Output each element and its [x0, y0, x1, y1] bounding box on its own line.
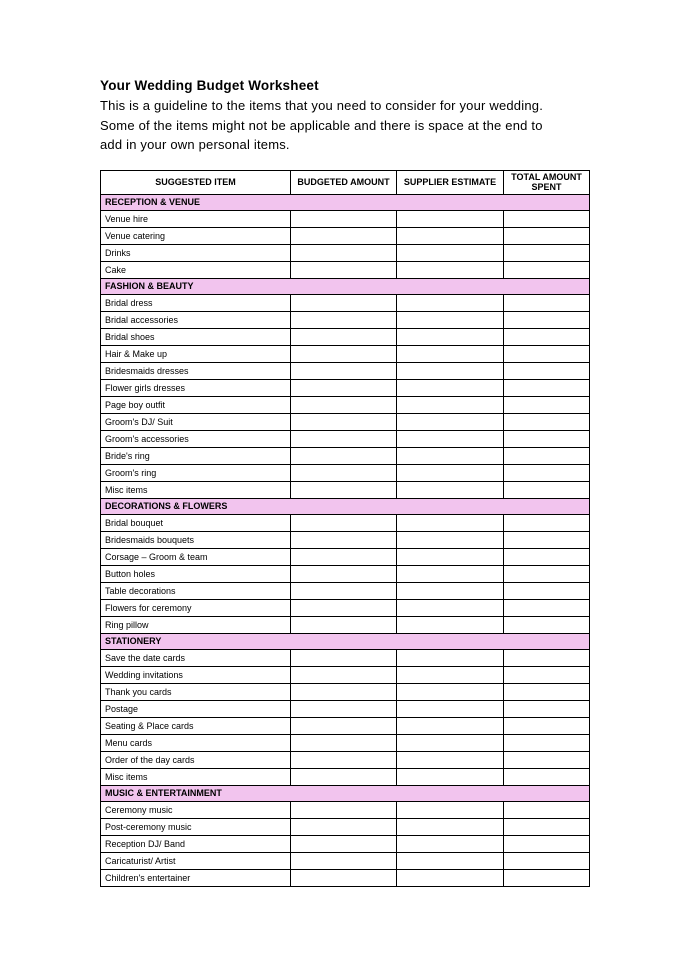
- item-label: Corsage – Groom & team: [101, 548, 291, 565]
- item-label: Venue hire: [101, 210, 291, 227]
- total-spent-cell: [504, 481, 590, 498]
- table-row: [101, 734, 590, 751]
- table-row: [101, 768, 590, 785]
- budgeted-amount-cell: [291, 481, 397, 498]
- supplier-estimate-cell: [397, 531, 504, 548]
- item-label: Thank you cards: [101, 683, 291, 700]
- supplier-estimate-cell: [397, 294, 504, 311]
- total-spent-cell: [504, 464, 590, 481]
- supplier-estimate-cell: [397, 481, 504, 498]
- item-label: Caricaturist/ Artist: [101, 852, 291, 869]
- supplier-estimate-cell: [397, 734, 504, 751]
- item-label: Groom's accessories: [101, 430, 291, 447]
- supplier-estimate-cell: [397, 768, 504, 785]
- item-label: Groom's DJ/ Suit: [101, 413, 291, 430]
- column-header-suggested-item: SUGGESTED ITEM: [101, 170, 291, 194]
- table-row: [101, 345, 590, 362]
- table-row: [101, 616, 590, 633]
- supplier-estimate-cell: [397, 362, 504, 379]
- intro-text: [100, 96, 589, 155]
- total-spent-cell: [504, 261, 590, 278]
- total-spent-cell: [504, 227, 590, 244]
- total-spent-cell: [504, 396, 590, 413]
- table-row: [101, 261, 590, 278]
- supplier-estimate-cell: [397, 565, 504, 582]
- document-page: [100, 78, 589, 887]
- section-header: DECORATIONS & FLOWERS: [101, 498, 590, 514]
- total-spent-cell: [504, 379, 590, 396]
- table-row: [101, 666, 590, 683]
- budgeted-amount-cell: [291, 328, 397, 345]
- supplier-estimate-cell: [397, 869, 504, 886]
- table-row: [101, 481, 590, 498]
- total-spent-cell: [504, 768, 590, 785]
- budgeted-amount-cell: [291, 683, 397, 700]
- total-spent-cell: [504, 548, 590, 565]
- supplier-estimate-cell: [397, 328, 504, 345]
- table-row: [101, 379, 590, 396]
- section-header-row: [101, 498, 590, 514]
- item-label: Bridal shoes: [101, 328, 291, 345]
- budgeted-amount-cell: [291, 227, 397, 244]
- budgeted-amount-cell: [291, 599, 397, 616]
- budgeted-amount-cell: [291, 396, 397, 413]
- supplier-estimate-cell: [397, 379, 504, 396]
- section-header-row: [101, 633, 590, 649]
- total-spent-cell: [504, 835, 590, 852]
- supplier-estimate-cell: [397, 311, 504, 328]
- budgeted-amount-cell: [291, 565, 397, 582]
- table-header-row: [101, 170, 590, 194]
- item-label: Order of the day cards: [101, 751, 291, 768]
- total-spent-cell: [504, 328, 590, 345]
- total-spent-cell: [504, 244, 590, 261]
- total-spent-cell: [504, 430, 590, 447]
- supplier-estimate-cell: [397, 835, 504, 852]
- budgeted-amount-cell: [291, 531, 397, 548]
- total-spent-cell: [504, 801, 590, 818]
- budgeted-amount-cell: [291, 717, 397, 734]
- total-spent-cell: [504, 852, 590, 869]
- section-header-row: [101, 194, 590, 210]
- table-row: [101, 210, 590, 227]
- table-row: [101, 430, 590, 447]
- budgeted-amount-cell: [291, 413, 397, 430]
- item-label: Misc items: [101, 768, 291, 785]
- total-spent-cell: [504, 311, 590, 328]
- table-row: [101, 328, 590, 345]
- item-label: Ring pillow: [101, 616, 291, 633]
- section-header: FASHION & BEAUTY: [101, 278, 590, 294]
- supplier-estimate-cell: [397, 599, 504, 616]
- item-label: Wedding invitations: [101, 666, 291, 683]
- table-row: [101, 244, 590, 261]
- table-row: [101, 599, 590, 616]
- budgeted-amount-cell: [291, 447, 397, 464]
- supplier-estimate-cell: [397, 751, 504, 768]
- total-spent-cell: [504, 700, 590, 717]
- section-header: RECEPTION & VENUE: [101, 194, 590, 210]
- column-header-budgeted-amount: BUDGETED AMOUNT: [291, 170, 397, 194]
- budgeted-amount-cell: [291, 852, 397, 869]
- table-row: [101, 869, 590, 886]
- budgeted-amount-cell: [291, 464, 397, 481]
- total-spent-cell: [504, 531, 590, 548]
- item-label: Bridal dress: [101, 294, 291, 311]
- supplier-estimate-cell: [397, 649, 504, 666]
- total-spent-cell: [504, 734, 590, 751]
- table-row: [101, 717, 590, 734]
- total-spent-cell: [504, 666, 590, 683]
- supplier-estimate-cell: [397, 210, 504, 227]
- budgeted-amount-cell: [291, 869, 397, 886]
- table-row: [101, 801, 590, 818]
- table-row: [101, 311, 590, 328]
- intro-line: Some of the items might not be applicable and there is space at the end to: [100, 117, 543, 133]
- item-label: Button holes: [101, 565, 291, 582]
- budget-table: [100, 170, 590, 887]
- item-label: Bridesmaids dresses: [101, 362, 291, 379]
- item-label: Bridal accessories: [101, 311, 291, 328]
- supplier-estimate-cell: [397, 683, 504, 700]
- total-spent-cell: [504, 582, 590, 599]
- table-row: [101, 362, 590, 379]
- item-label: Cake: [101, 261, 291, 278]
- supplier-estimate-cell: [397, 818, 504, 835]
- supplier-estimate-cell: [397, 430, 504, 447]
- supplier-estimate-cell: [397, 227, 504, 244]
- budgeted-amount-cell: [291, 818, 397, 835]
- supplier-estimate-cell: [397, 261, 504, 278]
- page-title: Your Wedding Budget Worksheet: [100, 78, 319, 93]
- table-row: [101, 751, 590, 768]
- section-header-row: [101, 278, 590, 294]
- item-label: Table decorations: [101, 582, 291, 599]
- table-row: [101, 700, 590, 717]
- supplier-estimate-cell: [397, 801, 504, 818]
- budgeted-amount-cell: [291, 700, 397, 717]
- table-row: [101, 294, 590, 311]
- item-label: Post-ceremony music: [101, 818, 291, 835]
- section-header: MUSIC & ENTERTAINMENT: [101, 785, 590, 801]
- supplier-estimate-cell: [397, 396, 504, 413]
- item-label: Bride's ring: [101, 447, 291, 464]
- budgeted-amount-cell: [291, 734, 397, 751]
- item-label: Seating & Place cards: [101, 717, 291, 734]
- supplier-estimate-cell: [397, 514, 504, 531]
- budgeted-amount-cell: [291, 801, 397, 818]
- intro-line: add in your own personal items.: [100, 137, 290, 152]
- table-row: [101, 548, 590, 565]
- budgeted-amount-cell: [291, 294, 397, 311]
- supplier-estimate-cell: [397, 582, 504, 599]
- budgeted-amount-cell: [291, 666, 397, 683]
- supplier-estimate-cell: [397, 700, 504, 717]
- item-label: Bridesmaids bouquets: [101, 531, 291, 548]
- total-spent-cell: [504, 616, 590, 633]
- total-spent-cell: [504, 447, 590, 464]
- total-spent-cell: [504, 683, 590, 700]
- column-header-total-amount-spent: TOTAL AMOUNT SPENT: [504, 170, 590, 194]
- table-row: [101, 582, 590, 599]
- intro-line: This is a guideline to the items that you need to consider for your wedding.: [100, 98, 544, 113]
- budgeted-amount-cell: [291, 616, 397, 633]
- total-spent-cell: [504, 599, 590, 616]
- total-spent-cell: [504, 818, 590, 835]
- table-row: [101, 852, 590, 869]
- item-label: Flowers for ceremony: [101, 599, 291, 616]
- item-label: Postage: [101, 700, 291, 717]
- item-label: Drinks: [101, 244, 291, 261]
- total-spent-cell: [504, 345, 590, 362]
- supplier-estimate-cell: [397, 447, 504, 464]
- table-row: [101, 447, 590, 464]
- budgeted-amount-cell: [291, 379, 397, 396]
- total-spent-cell: [504, 210, 590, 227]
- total-spent-cell: [504, 751, 590, 768]
- budgeted-amount-cell: [291, 649, 397, 666]
- table-row: [101, 818, 590, 835]
- item-label: Children's entertainer: [101, 869, 291, 886]
- budgeted-amount-cell: [291, 261, 397, 278]
- table-row: [101, 683, 590, 700]
- supplier-estimate-cell: [397, 244, 504, 261]
- budgeted-amount-cell: [291, 311, 397, 328]
- table-row: [101, 464, 590, 481]
- total-spent-cell: [504, 565, 590, 582]
- supplier-estimate-cell: [397, 464, 504, 481]
- total-spent-cell: [504, 514, 590, 531]
- item-label: Flower girls dresses: [101, 379, 291, 396]
- table-row: [101, 227, 590, 244]
- total-spent-cell: [504, 649, 590, 666]
- section-header: STATIONERY: [101, 633, 590, 649]
- item-label: Hair & Make up: [101, 345, 291, 362]
- budgeted-amount-cell: [291, 210, 397, 227]
- supplier-estimate-cell: [397, 666, 504, 683]
- budgeted-amount-cell: [291, 362, 397, 379]
- total-spent-cell: [504, 717, 590, 734]
- item-label: Venue catering: [101, 227, 291, 244]
- budgeted-amount-cell: [291, 430, 397, 447]
- supplier-estimate-cell: [397, 413, 504, 430]
- supplier-estimate-cell: [397, 717, 504, 734]
- item-label: Page boy outfit: [101, 396, 291, 413]
- supplier-estimate-cell: [397, 852, 504, 869]
- total-spent-cell: [504, 869, 590, 886]
- table-row: [101, 514, 590, 531]
- budgeted-amount-cell: [291, 514, 397, 531]
- item-label: Groom's ring: [101, 464, 291, 481]
- total-spent-cell: [504, 413, 590, 430]
- supplier-estimate-cell: [397, 345, 504, 362]
- budgeted-amount-cell: [291, 751, 397, 768]
- item-label: Misc items: [101, 481, 291, 498]
- table-row: [101, 396, 590, 413]
- budgeted-amount-cell: [291, 548, 397, 565]
- budgeted-amount-cell: [291, 582, 397, 599]
- item-label: Reception DJ/ Band: [101, 835, 291, 852]
- item-label: Save the date cards: [101, 649, 291, 666]
- table-row: [101, 565, 590, 582]
- budgeted-amount-cell: [291, 244, 397, 261]
- budgeted-amount-cell: [291, 835, 397, 852]
- supplier-estimate-cell: [397, 548, 504, 565]
- total-spent-cell: [504, 294, 590, 311]
- total-spent-cell: [504, 362, 590, 379]
- column-header-supplier-estimate: SUPPLIER ESTIMATE: [397, 170, 504, 194]
- table-row: [101, 649, 590, 666]
- item-label: Ceremony music: [101, 801, 291, 818]
- supplier-estimate-cell: [397, 616, 504, 633]
- table-row: [101, 835, 590, 852]
- budgeted-amount-cell: [291, 768, 397, 785]
- item-label: Bridal bouquet: [101, 514, 291, 531]
- table-row: [101, 531, 590, 548]
- section-header-row: [101, 785, 590, 801]
- budgeted-amount-cell: [291, 345, 397, 362]
- item-label: Menu cards: [101, 734, 291, 751]
- table-row: [101, 413, 590, 430]
